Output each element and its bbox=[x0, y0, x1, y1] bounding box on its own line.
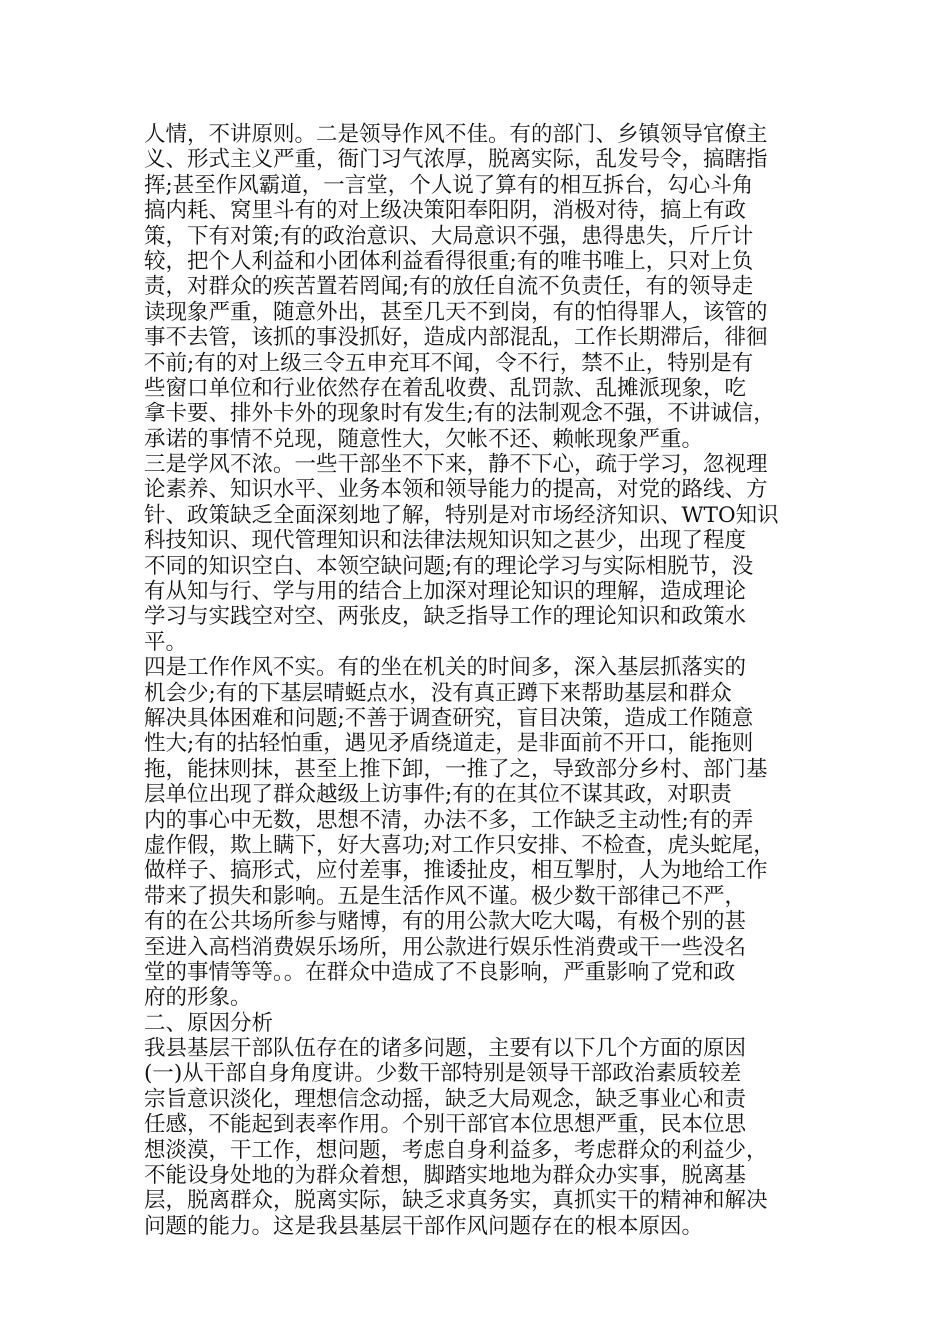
text-line: 学习与实践空对空、两张皮，缺乏指导工作的理论知识和政策水 bbox=[144, 604, 747, 630]
text-line: 人情，不讲原则。二是领导作风不佳。有的部门、乡镇领导官僚主 bbox=[144, 122, 768, 147]
text-line: 读现象严重，随意外出，甚至几天不到岗，有的怕得罪人，该管的 bbox=[144, 299, 768, 325]
text-line: 有从知与行、学与用的结合上加深对理论知识的理解，造成理论 bbox=[144, 579, 747, 605]
text-line: 科技知识、现代管理知识和法律法规知识知之甚少，出现了程度 bbox=[144, 528, 747, 554]
text-line: 些窗口单位和行业依然存在着乱收费、乱罚款、乱摊派现象，吃 bbox=[144, 375, 747, 401]
text-line: 解决具体困难和问题;不善于调查研究，盲目决策，造成工作随意 bbox=[144, 705, 754, 731]
text-line: 机会少;有的下基层晴蜓点水，没有真正蹲下来帮助基层和群众 bbox=[144, 680, 732, 706]
text-line: 有的在公共场所参与赌博，有的用公款大吃大喝，有极个别的甚 bbox=[144, 909, 747, 935]
text-line: 不能设身处地的为群众着想，脚踏实地地为群众办实事，脱离基 bbox=[144, 1163, 747, 1189]
text-line: 平。 bbox=[144, 629, 188, 655]
document-page bbox=[144, 122, 810, 1239]
text-line: 四是工作作风不实。有的坐在机关的时间多，深入基层抓落实的 bbox=[144, 655, 747, 681]
text-line: 拖，能抹则抹，甚至上推下卸，一推了之，导致部分乡村、部门基 bbox=[144, 756, 768, 782]
text-line: 带来了损失和影响。五是生活作风不谨。极少数干部律己不严， bbox=[144, 883, 747, 909]
text-line: 拿卡要、排外卡外的现象时有发生;有的法制观念不强，不讲诚信， bbox=[144, 401, 775, 427]
text-line: 义、形式主义严重，衙门习气浓厚，脱离实际，乱发号令，搞瞎指 bbox=[144, 147, 768, 173]
text-line: (一)从干部自身角度讲。少数干部特别是领导干部政治素质较差 bbox=[144, 1061, 742, 1087]
text-line: 事不去管，该抓的事没抓好，造成内部混乱，工作长期滞后，徘徊 bbox=[144, 325, 768, 351]
text-line: 内的事心中无数，思想不清，办法不多，工作缺乏主动性;有的弄 bbox=[144, 807, 754, 833]
text-line: 虚作假，欺上瞒下，好大喜功;对工作只安排、不检查，虎头蛇尾， bbox=[144, 832, 775, 858]
text-line: 论素养、知识水平、业务本领和领导能力的提高，对党的路线、方 bbox=[144, 477, 768, 503]
text-line: 搞内耗、窝里斗有的对上级决策阳奉阳阴，消极对待，搞上有政 bbox=[144, 198, 747, 224]
text-line: 至进入高档消费娱乐场所，用公款进行娱乐性消费或干一些没名 bbox=[144, 934, 747, 960]
text-line: 层单位出现了群众越级上访事件;有的在其位不谋其政，对职责 bbox=[144, 782, 732, 808]
text-line: 承诺的事情不兑现，随意性大，欠帐不还、赖帐现象严重。 bbox=[144, 426, 704, 452]
text-line: 责，对群众的疾苦置若罔闻;有的放任自流不负责任，有的领导走 bbox=[144, 274, 754, 300]
text-line: 府的形象。 bbox=[144, 985, 252, 1011]
text-line: 问题的能力。这是我县基层干部作风问题存在的根本原因。 bbox=[144, 1213, 704, 1239]
text-line: 策，下有对策;有的政治意识、大局意识不强，患得患失，斤斤计 bbox=[144, 223, 754, 249]
text-line: 挥;甚至作风霸道，一言堂，个人说了算有的相互拆台，勾心斗角 bbox=[144, 172, 754, 198]
text-line: 任感，不能起到表率作用。个别干部官本位思想严重，民本位思 bbox=[144, 1112, 747, 1138]
text-line: 性大;有的拈轻怕重，遇见矛盾绕道走，是非面前不开口，能拖则 bbox=[144, 731, 754, 757]
text-line: 想淡漠，干工作，想问题，考虑自身利益多，考虑群众的利益少， bbox=[144, 1137, 768, 1163]
text-line: 针、政策缺乏全面深刻地了解，特别是对市场经济知识、WTO知识 bbox=[144, 502, 779, 528]
text-line: 层，脱离群众，脱离实际，缺乏求真务实，真抓实干的精神和解决 bbox=[144, 1188, 768, 1214]
section-heading: 二、原因分析 bbox=[144, 1010, 274, 1036]
text-line: 宗旨意识淡化，理想信念动摇，缺乏大局观念，缺乏事业心和责 bbox=[144, 1086, 747, 1112]
text-line: 做样子、搞形式，应付差事，推诿扯皮，相互掣肘，人为地给工作 bbox=[144, 858, 768, 884]
text-line: 较，把个人利益和小团体利益看得很重;有的唯书唯上，只对上负 bbox=[144, 248, 754, 274]
text-line: 堂的事情等等。。在群众中造成了不良影响，严重影响了党和政 bbox=[144, 959, 736, 985]
text-line: 不同的知识空白、本领空缺问题;有的理论学习与实际相脱节，没 bbox=[144, 553, 754, 579]
text-line: 三是学风不浓。一些干部坐不下来，静不下心，疏于学习，忽视理 bbox=[144, 452, 768, 478]
text-line: 我县基层干部队伍存在的诸多问题，主要有以下几个方面的原因 bbox=[144, 1036, 747, 1062]
text-line: 不前;有的对上级三令五申充耳不闻，令不行，禁不止，特别是有 bbox=[144, 350, 754, 376]
